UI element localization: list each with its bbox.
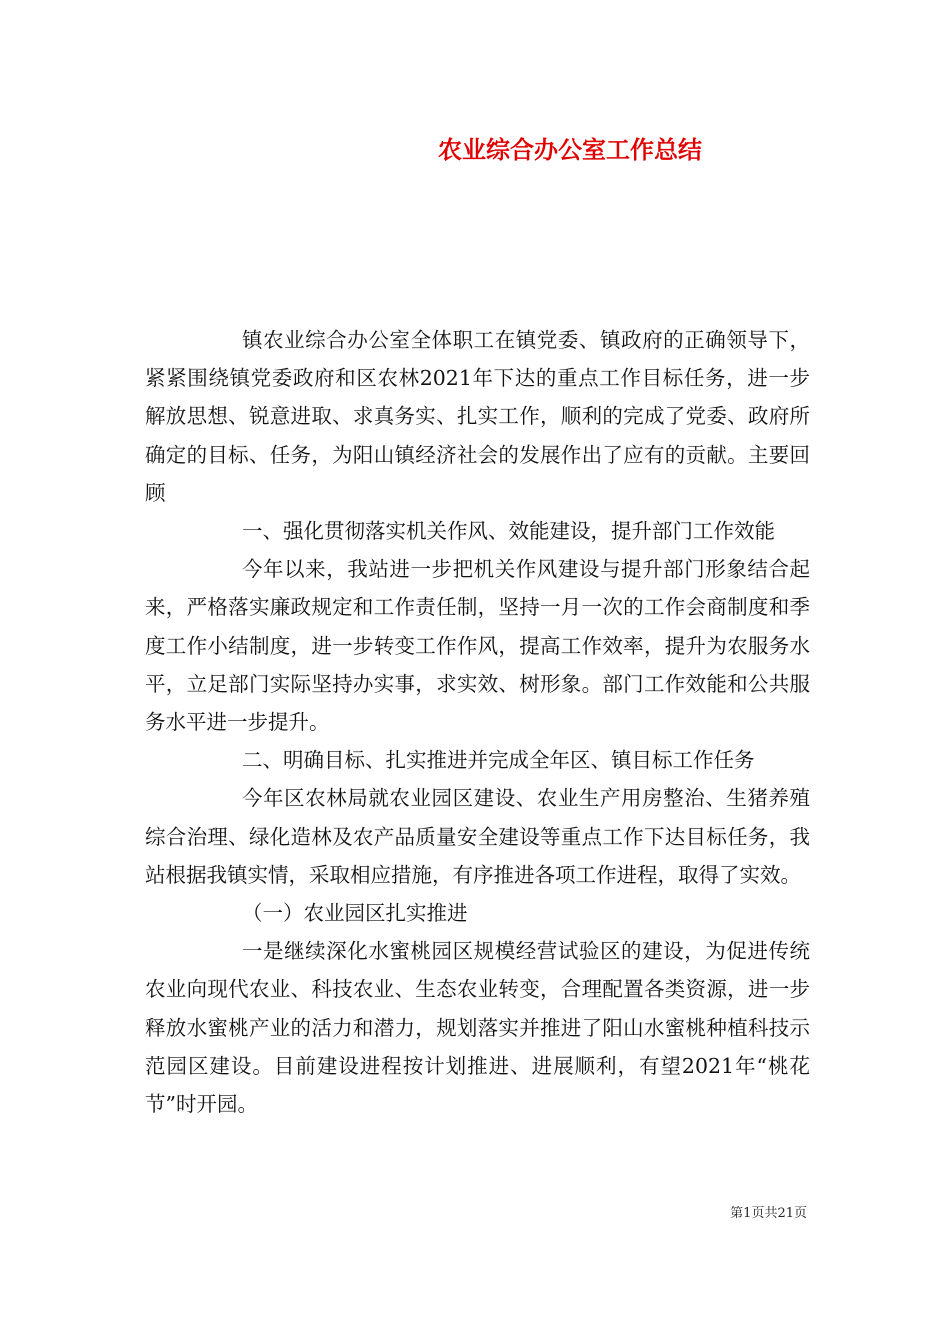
subsection-heading-1: （一）农业园区扎实推进: [242, 901, 468, 926]
paragraph-subsection-1: 一是继续深化水蜜桃园区规模经营试验区的建设，为促进传统农业向现代农业、科技农业、生态农业转变，合理配置各类资源，进一步释放水蜜桃产业的活力和潜力，规划落实并推进了阳山水蜜桃种植科技示范园区建设。目前建设进程按计划推进、进展顺利，有望2021年“桃花节”时开园。: [145, 939, 810, 1117]
page-number-footer: 第1页共21页: [730, 1206, 807, 1221]
section-heading-2: 二、明确目标、扎实推进并完成全年区、镇目标工作任务: [242, 748, 755, 773]
document-body: [145, 321, 810, 1123]
document-title: 农业综合办公室工作总结: [438, 136, 702, 164]
paragraph-section-2: 今年区农林局就农业园区建设、农业生产用房整治、生猪养殖综合治理、绿化造林及农产品质量安全建设等重点工作下达目标任务，我站根据我镇实情，采取相应措施，有序推进各项工作进程，取得了实效。: [145, 786, 810, 887]
paragraph-section-1: 今年以来，我站进一步把机关作风建设与提升部门形象结合起来，严格落实廉政规定和工作责任制，坚持一月一次的工作会商制度和季度工作小结制度，进一步转变工作作风，提高工作效率，提升为农服务水平，立足部门实际坚持办实事，求实效、树形象。部门工作效能和公共服务水平进一步提升。: [145, 557, 810, 735]
section-heading-1: 一、强化贯彻落实机关作风、效能建设，提升部门工作效能: [242, 519, 775, 544]
paragraph-intro: 镇农业综合办公室全体职工在镇党委、镇政府的正确领导下，紧紧围绕镇党委政府和区农林2021年下达的重点工作目标任务，进一步解放思想、锐意进取、求真务实、扎实工作，顺利的完成了党委、政府所确定的目标、任务，为阳山镇经济社会的发展作出了应有的贡献。主要回顾: [145, 328, 810, 505]
